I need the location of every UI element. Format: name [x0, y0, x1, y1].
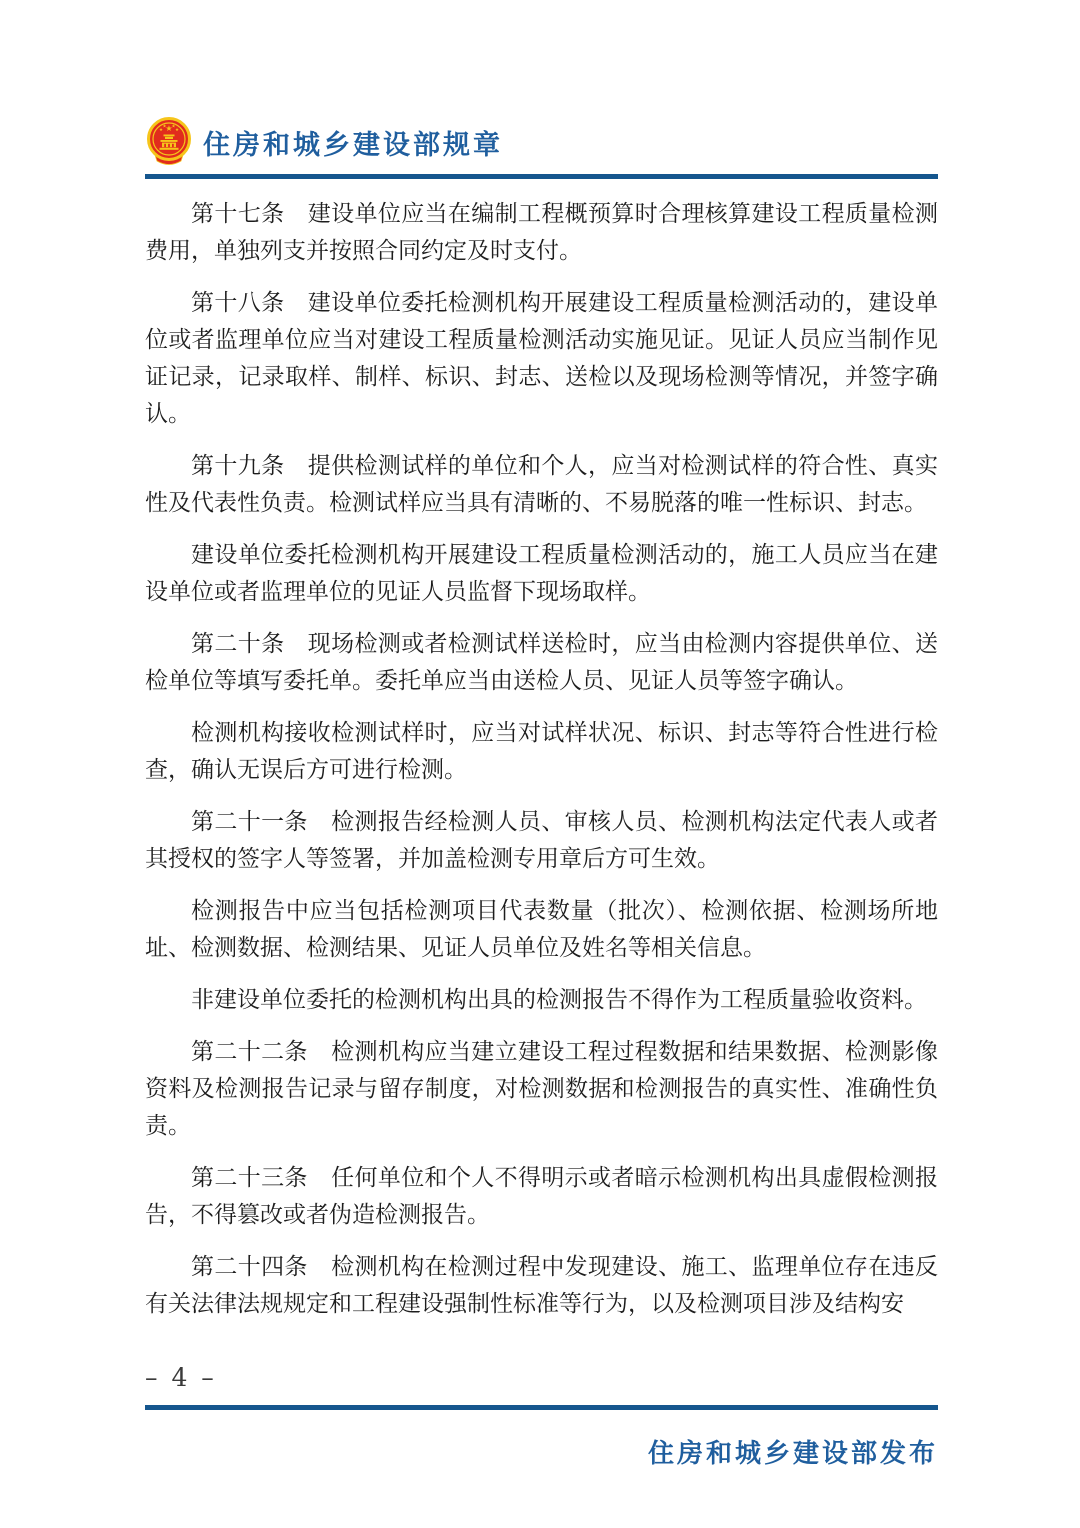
body-paragraph: 非建设单位委托的检测机构出具的检测报告不得作为工程质量验收资料。	[191, 987, 927, 1013]
body-paragraph: 第二十一条 检测报告经检测人员、审核人员、检测机构法定代表人或者其授权的签字人等签署，并加盖检测专用章后方可生效。	[145, 809, 938, 872]
body-paragraph: 检测机构接收检测试样时，应当对试样状况、标识、封志等符合性进行检查，确认无误后方可进行检测。	[145, 720, 938, 783]
body-paragraph: 建设单位委托检测机构开展建设工程质量检测活动的，施工人员应当在建设单位或者监理单位的见证人员监督下现场取样。	[145, 542, 938, 605]
svg-text:★: ★	[174, 128, 180, 133]
publisher-label: 住房和城乡建设部发布	[647, 1439, 938, 1469]
body-paragraph: 第十七条 建设单位应当在编制工程概预算时合理核算建设工程质量检测费用，单独列支并按照合同约定及时支付。	[145, 201, 938, 264]
header-title: 住房和城乡建设部规章	[203, 129, 503, 161]
footer-rule	[145, 1405, 938, 1410]
body-paragraph: 第十九条 提供检测试样的单位和个人，应当对检测试样的符合性、真实性及代表性负责。检测试样应当具有清晰的、不易脱落的唯一性标识、封志。	[145, 453, 938, 516]
body-paragraph: 第十八条 建设单位委托检测机构开展建设工程质量检测活动的，建设单位或者监理单位应当对建设工程质量检测活动实施见证。见证人员应当制作见证记录，记录取样、制样、标识、封志、送检以及现场检测等情况，并签字确认。	[145, 290, 938, 427]
body-paragraph: 第二十三条 任何单位和个人不得明示或者暗示检测机构出具虚假检测报告，不得篡改或者伪造检测报告。	[145, 1165, 938, 1228]
svg-text:★: ★	[165, 124, 173, 133]
body-paragraph: 检测报告中应当包括检测项目代表数量（批次）、检测依据、检测场所地址、检测数据、检测结果、见证人员单位及姓名等相关信息。	[145, 898, 938, 961]
page-number: – 4 –	[145, 1363, 217, 1392]
national-emblem-icon	[145, 116, 193, 168]
svg-text:★: ★	[158, 128, 164, 133]
svg-text:★: ★	[162, 124, 167, 130]
document-body	[145, 196, 938, 1338]
svg-text:★: ★	[171, 124, 176, 130]
body-paragraph: 第二十二条 检测机构应当建立建设工程过程数据和结果数据、检测影像资料及检测报告记录与留存制度，对检测数据和检测报告的真实性、准确性负责。	[145, 1039, 938, 1139]
body-paragraph: 第二十四条 检测机构在检测过程中发现建设、施工、监理单位存在违反有关法律法规规定和工程建设强制性标准等行为，以及检测项目涉及结构安	[145, 1254, 938, 1317]
page-header	[145, 116, 938, 168]
body-paragraph: 第二十条 现场检测或者检测试样送检时，应当由检测内容提供单位、送检单位等填写委托单。委托单应当由送检人员、见证人员等签字确认。	[145, 631, 938, 694]
header-rule	[145, 174, 938, 179]
